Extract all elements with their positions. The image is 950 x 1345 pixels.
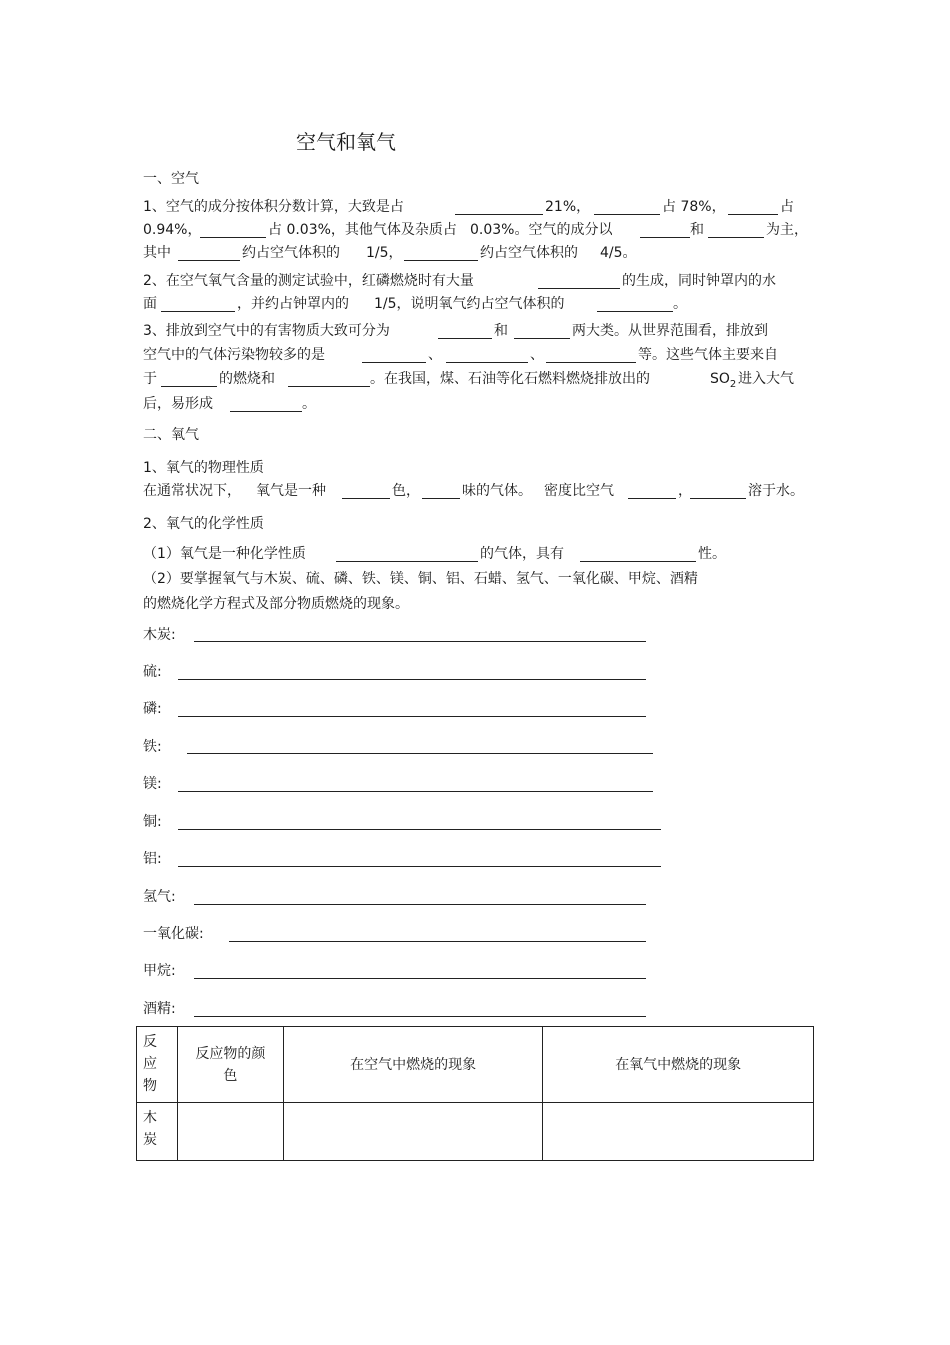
blank[interactable] <box>640 237 690 238</box>
blank[interactable] <box>728 214 778 215</box>
text: 的燃烧和 <box>219 371 275 387</box>
text: 。在我国，煤、石油等化石燃料燃烧排放出的 <box>370 371 650 387</box>
table-header-row <box>137 1027 814 1103</box>
text: 、 <box>428 347 442 363</box>
blank[interactable] <box>594 214 660 215</box>
equation-label-iron: 铁: <box>143 739 162 755</box>
blank[interactable] <box>161 311 235 312</box>
equation-line-carbon-monoxide[interactable] <box>229 941 646 942</box>
text: 约占空气体积的 <box>480 245 578 261</box>
table-row <box>137 1103 814 1161</box>
text: 等。这些气体主要来自 <box>638 347 778 363</box>
so2-formula: $SO_2$ <box>710 371 737 390</box>
equation-line-alcohol[interactable] <box>194 1016 646 1017</box>
text: 后，易形成 <box>143 396 213 412</box>
equation-line-sulfur[interactable] <box>178 679 646 680</box>
section-heading-air: 一、空气 <box>143 171 199 187</box>
text: 的气体，具有 <box>480 546 564 562</box>
text: 1/5， <box>366 245 403 261</box>
equation-label-phosphorus: 磷: <box>143 701 162 717</box>
subheading-chemical: 2、氧气的化学性质 <box>143 516 264 532</box>
text: 在通常状况下， <box>143 483 241 499</box>
text: 两大类。从世界范围看，排放到 <box>572 323 768 339</box>
text: （1）氧气是一种化学性质 <box>143 546 306 562</box>
blank[interactable] <box>438 338 492 339</box>
blank[interactable] <box>580 561 696 562</box>
page-title: 空气和氧气 <box>296 130 396 154</box>
blank[interactable] <box>288 386 370 387</box>
equation-line-aluminum[interactable] <box>178 866 661 867</box>
header-reactant-color: 反应物的颜 色 <box>177 1027 283 1103</box>
blank[interactable] <box>708 237 764 238</box>
text: 其中 <box>143 245 171 261</box>
blank[interactable] <box>690 498 746 499</box>
text: 4/5。 <box>600 245 637 261</box>
blank[interactable] <box>446 362 528 363</box>
text: 空气中的气体污染物较多的是 <box>143 347 325 363</box>
text: 面 <box>143 296 157 312</box>
equation-line-phosphorus[interactable] <box>178 716 646 717</box>
equation-line-charcoal[interactable] <box>194 641 646 642</box>
cell-color[interactable] <box>177 1103 283 1161</box>
blank[interactable] <box>422 498 460 499</box>
equation-line-hydrogen[interactable] <box>194 904 646 905</box>
text: 。 <box>302 396 316 412</box>
text: 占 78%， <box>662 199 726 215</box>
equation-line-iron[interactable] <box>187 753 653 754</box>
text: 色， <box>392 483 420 499</box>
blank[interactable] <box>336 561 478 562</box>
text: ， <box>678 483 692 499</box>
header-oxygen-combustion: 在氧气中燃烧的现象 <box>543 1027 814 1103</box>
equation-line-copper[interactable] <box>178 829 661 830</box>
text: 的燃烧化学方程式及部分物质燃烧的现象。 <box>143 596 409 612</box>
section-heading-oxygen: 二、氧气 <box>143 427 199 443</box>
equation-label-methane: 甲烷: <box>143 963 176 979</box>
blank-nitrogen-name[interactable] <box>455 214 543 215</box>
text: 3、排放到空气中的有害物质大致可分为 <box>143 323 390 339</box>
blank[interactable] <box>628 498 676 499</box>
equation-label-hydrogen: 氢气: <box>143 889 176 905</box>
cell-air[interactable] <box>283 1103 543 1161</box>
text: 1、空气的成分按体积分数计算，大致是占 <box>143 199 404 215</box>
combustion-phenomena-table <box>136 1026 814 1161</box>
blank[interactable] <box>514 338 570 339</box>
blank[interactable] <box>597 311 673 312</box>
equation-label-alcohol: 酒精: <box>143 1001 176 1017</box>
text: 和 <box>690 222 704 238</box>
equation-label-copper: 铜: <box>143 814 162 830</box>
text: 性。 <box>698 546 726 562</box>
equation-label-sulfur: 硫: <box>143 664 162 680</box>
equation-line-magnesium[interactable] <box>178 791 653 792</box>
text: 。 <box>673 296 687 312</box>
blank[interactable] <box>200 237 266 238</box>
header-air-combustion: 在空气中燃烧的现象 <box>283 1027 543 1103</box>
text: 0.03%。空气的成分以 <box>470 222 613 238</box>
text: 和 <box>494 323 508 339</box>
text: 、 <box>530 347 544 363</box>
text: 于 <box>143 371 157 387</box>
blank[interactable] <box>178 260 240 261</box>
equation-line-methane[interactable] <box>194 978 646 979</box>
text: 密度比空气 <box>544 483 614 499</box>
text: 溶于水。 <box>748 483 804 499</box>
blank[interactable] <box>342 498 390 499</box>
blank[interactable] <box>362 362 426 363</box>
equation-label-charcoal: 木炭: <box>143 627 176 643</box>
text: （2）要掌握氧气与木炭、硫、磷、铁、镁、铜、铝、石蜡、氢气、一氧化碳、甲烷、酒精 <box>143 571 698 587</box>
blank[interactable] <box>546 362 636 363</box>
equation-label-carbon-monoxide: 一氧化碳: <box>143 926 204 942</box>
text: 进入大气 <box>738 371 794 387</box>
blank[interactable] <box>538 288 620 289</box>
equation-label-magnesium: 镁: <box>143 776 162 792</box>
text: 的生成，同时钟罩内的水 <box>622 273 776 289</box>
text: 1/5，说明氧气约占空气体积的 <box>374 296 565 312</box>
blank[interactable] <box>230 411 302 412</box>
text: 0.94%， <box>143 222 202 238</box>
cell-reactant: 木 炭 <box>137 1103 178 1161</box>
text: 约占空气体积的 <box>242 245 340 261</box>
text: 21%， <box>545 199 591 215</box>
text: 氧气是一种 <box>256 483 326 499</box>
text: 味的气体。 <box>462 483 532 499</box>
text: 2、在空气氧气含量的测定试验中，红磷燃烧时有大量 <box>143 273 474 289</box>
text: 为主， <box>766 222 808 238</box>
subheading-physical: 1、氧气的物理性质 <box>143 460 264 476</box>
text: 占 0.03%，其他气体及杂质占 <box>268 222 457 238</box>
blank[interactable] <box>161 386 217 387</box>
header-reactant: 反 应 物 <box>137 1027 178 1103</box>
text: 占 <box>780 199 794 215</box>
blank[interactable] <box>404 260 478 261</box>
equation-label-aluminum: 铝: <box>143 851 162 867</box>
cell-oxygen[interactable] <box>543 1103 814 1161</box>
text: ，并约占钟罩内的 <box>237 296 349 312</box>
